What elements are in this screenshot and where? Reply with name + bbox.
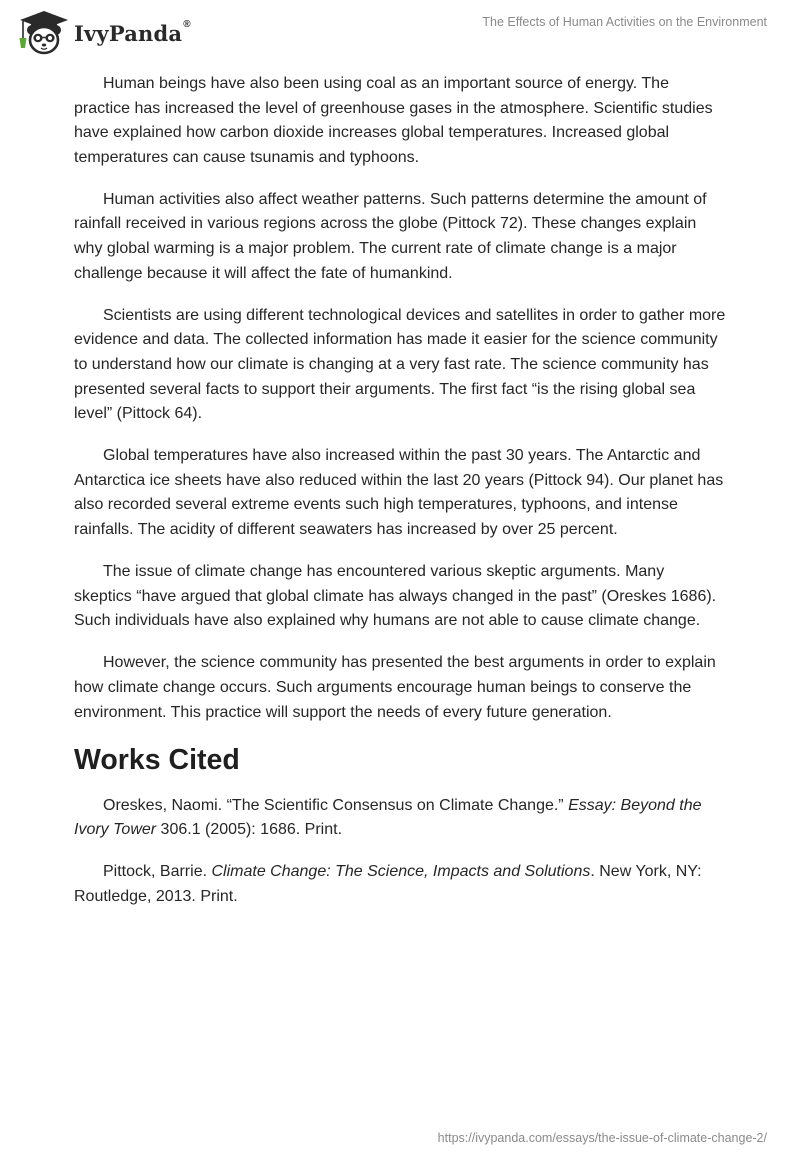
ivypanda-logo[interactable]	[14, 8, 191, 56]
paragraph: Global temperatures have also increased within the past 30 years. The Antarctic and Antarctica ice sheets have also reduced within the last 20 years (Pittock 94). Our planet has also recorded several extreme events such high temperatures, typhoons, and intense rainfalls. The acidity of different seawaters has increased by over 25 percent.	[74, 447, 724, 538]
registered-mark: ®	[183, 18, 191, 30]
paragraph: The issue of climate change has encountered various skeptic arguments. Many skeptics “have argued that global climate has always changed in the past” (Oreskes 1686). Such individuals have also explained why humans are not able to cause climate change.	[74, 563, 717, 630]
logo-wordmark	[74, 18, 191, 46]
citation-entry	[74, 794, 726, 843]
page-header	[0, 0, 800, 64]
panda-logo-icon	[14, 8, 70, 56]
citation-text: Pittock, Barrie.	[103, 863, 212, 881]
citation-text: Oreskes, Naomi. “The Scientific Consensus on Climate Change.”	[103, 796, 569, 814]
source-url-link[interactable]: https://ivypanda.com/essays/the-issue-of-climate-change-2/	[437, 1131, 767, 1145]
paragraph: However, the science community has presented the best arguments in order to explain how climate change occurs. Such arguments encourage human beings to conserve the environment. This practice will support the needs of every future generation.	[74, 654, 716, 721]
document-title: The Effects of Human Activities on the Environment	[482, 15, 767, 29]
citation-entry	[74, 860, 726, 909]
citation-source-title: Climate Change: The Science, Impacts and Solutions	[211, 863, 591, 881]
essay-body	[74, 72, 726, 927]
citation-source-title: Essay: Beyond the Ivory Tower	[74, 796, 702, 839]
citation-details: . New York, NY: Routledge, 2013. Print.	[74, 863, 702, 905]
paragraph: Scientists are using different technological devices and satellites in order to gather more evidence and data. The collected information has made it easier for the science community to understand how our climate is changing at a very fast rate. The science community has presented several facts to support their arguments. The first fact “is the rising global sea level” (Pittock 64).	[74, 306, 726, 423]
logo-name: IvyPanda	[74, 20, 183, 46]
paragraph: Human activities also affect weather patterns. Such patterns determine the amount of rainfall received in various regions across the globe (Pittock 72). These changes explain why global warming is a major problem. The current rate of climate change is a major challenge because it will affect the fate of humankind.	[74, 190, 707, 282]
paragraph: Human beings have also been using coal as an important source of energy. The practice has increased the level of greenhouse gases in the atmosphere. Scientific studies have explained how carbon dioxide increases global temperatures. Increased global temperatures can cause tsunamis and typhoons.	[74, 75, 713, 166]
citation-details: 306.1 (2005): 1686. Print.	[156, 821, 343, 839]
works-cited-heading: Works Cited	[74, 743, 240, 776]
